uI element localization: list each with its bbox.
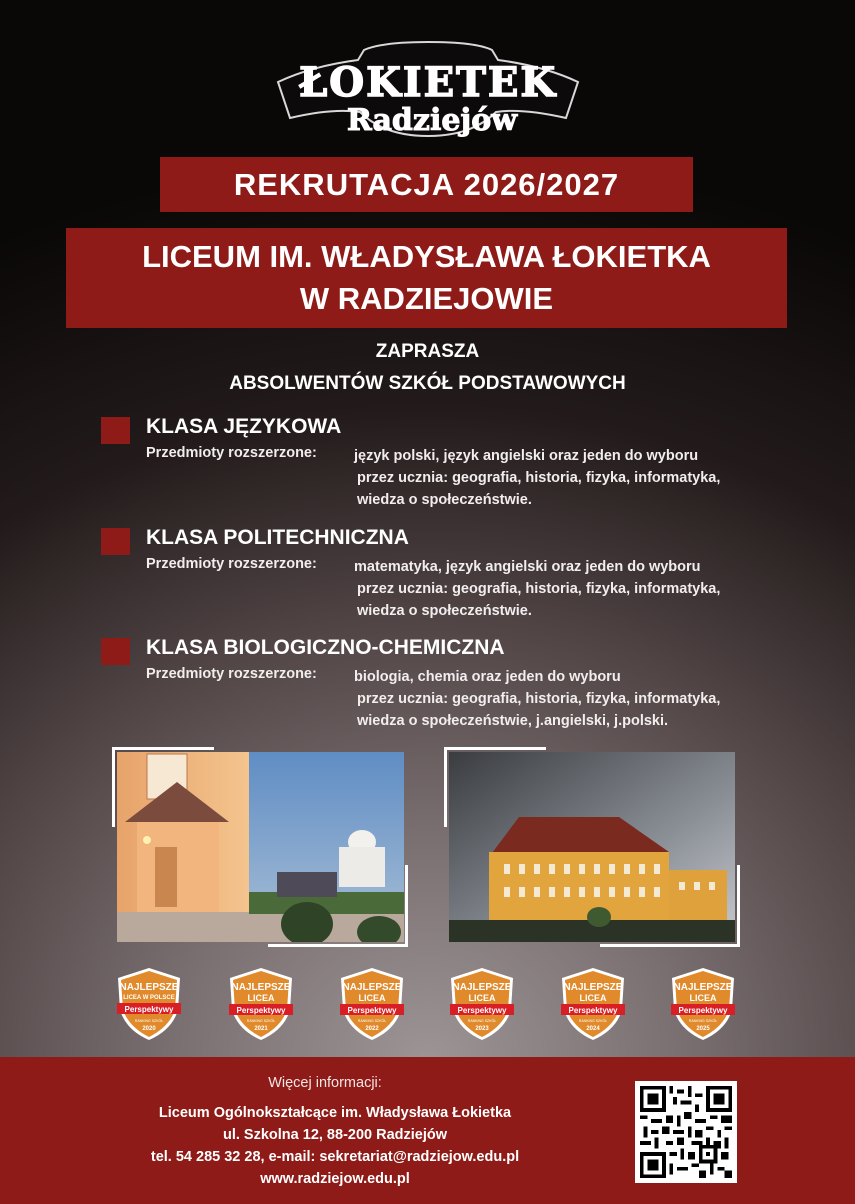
svg-text:2024: 2024 (586, 1026, 600, 1032)
svg-text:NAJLEPSZE: NAJLEPSZE (452, 982, 512, 993)
svg-text:LICEA: LICEA (579, 993, 607, 1003)
recruitment-banner (160, 157, 693, 212)
shield-badge-icon (556, 966, 630, 1042)
svg-text:RANKING SZKÓŁ: RANKING SZKÓŁ (688, 1019, 718, 1023)
svg-text:Perspektywy: Perspektywy (457, 1006, 507, 1015)
subjects-line: przez ucznia: geografia, historia, fizyka, informatyka, (357, 691, 721, 707)
subjects-line: matematyka, język angielski oraz jeden do wyboru (354, 559, 701, 575)
svg-text:LICEA W POLSCE: LICEA W POLSCE (123, 995, 175, 1001)
svg-text:LICEA: LICEA (689, 993, 717, 1003)
ranking-badges (0, 966, 855, 1046)
qr-code-icon[interactable] (635, 1081, 737, 1183)
svg-text:LICEA: LICEA (247, 993, 275, 1003)
subjects-line: przez ucznia: geografia, historia, fizyka, informatyka, (357, 470, 721, 486)
shield-badge-icon (335, 966, 409, 1042)
svg-text:RANKING SZKÓŁ: RANKING SZKÓŁ (578, 1019, 608, 1023)
logo-emblem-icon (272, 38, 584, 140)
subjects-label: Przedmioty rozszerzone: (146, 556, 317, 572)
ranking-badge (112, 966, 186, 1042)
footer-address: ul. Szkolna 12, 88-200 Radziejów (222, 1127, 448, 1143)
footer-school-name: Liceum Ogólnokształcące im. Władysława Łokietka (158, 1105, 512, 1121)
svg-text:2025: 2025 (696, 1026, 710, 1032)
subjects-line: język polski, język angielski oraz jeden do wyboru (354, 448, 699, 464)
ranking-badge (666, 966, 740, 1042)
subjects-list (354, 666, 814, 732)
school-name-line2: W RADZIEJOWIE (299, 281, 554, 316)
class-name: KLASA POLITECHNICZNA (146, 526, 409, 549)
svg-text:Perspektywy: Perspektywy (347, 1006, 397, 1015)
subjects-line: biologia, chemia oraz jeden do wyboru (354, 669, 621, 685)
svg-text:2023: 2023 (475, 1026, 489, 1032)
logo-subtitle: Radziejów (346, 103, 518, 138)
contact-footer (0, 1057, 855, 1204)
subjects-line: wiedza o społeczeństwie. (357, 492, 532, 508)
svg-text:NAJLEPSZE: NAJLEPSZE (673, 982, 733, 993)
shield-badge-icon (112, 966, 186, 1042)
school-entrance-photo (117, 752, 404, 942)
svg-text:2020: 2020 (142, 1026, 156, 1032)
ranking-badge (224, 966, 298, 1042)
svg-text:LICEA: LICEA (468, 993, 496, 1003)
svg-text:Perspektywy: Perspektywy (678, 1006, 728, 1015)
school-building-photo (449, 752, 735, 942)
svg-text:Perspektywy: Perspektywy (236, 1006, 286, 1015)
svg-text:RANKING SZKÓŁ: RANKING SZKÓŁ (357, 1019, 387, 1023)
svg-text:Perspektywy: Perspektywy (124, 1005, 174, 1014)
svg-text:RANKING SZKÓŁ: RANKING SZKÓŁ (246, 1019, 276, 1023)
svg-text:2022: 2022 (365, 1026, 379, 1032)
svg-text:2021: 2021 (254, 1026, 268, 1032)
class-name: KLASA BIOLOGICZNO-CHEMICZNA (146, 636, 505, 659)
invite-line2: ABSOLWENTÓW SZKÓŁ PODSTAWOWYCH (229, 373, 626, 394)
recruitment-title: REKRUTACJA 2026/2027 (233, 166, 620, 202)
logo-title: ŁOKIETEK (298, 59, 558, 106)
invite-line1: ZAPRASZA (375, 341, 480, 362)
subjects-list (354, 556, 814, 622)
svg-text:NAJLEPSZE: NAJLEPSZE (342, 982, 402, 993)
subjects-label: Przedmioty rozszerzone: (146, 445, 317, 461)
subjects-label: Przedmioty rozszerzone: (146, 666, 317, 682)
more-info-label: Więcej informacji: (268, 1075, 382, 1091)
svg-text:NAJLEPSZE: NAJLEPSZE (563, 982, 623, 993)
footer-contact: tel. 54 285 32 28, e-mail: sekretariat@radziejow.edu.pl (150, 1149, 520, 1165)
shield-badge-icon (224, 966, 298, 1042)
subjects-line: przez ucznia: geografia, historia, fizyka, informatyka, (357, 581, 721, 597)
square-bullet-icon (101, 417, 130, 444)
school-banner (66, 228, 787, 328)
shield-badge-icon (666, 966, 740, 1042)
class-language (101, 412, 821, 512)
svg-text:Perspektywy: Perspektywy (568, 1006, 618, 1015)
svg-text:NAJLEPSZE: NAJLEPSZE (119, 982, 179, 993)
school-name-line1: LICEUM IM. WŁADYSŁAWA ŁOKIETKA (142, 239, 711, 274)
subjects-list (354, 445, 814, 511)
square-bullet-icon (101, 528, 130, 555)
ranking-badge (556, 966, 630, 1042)
class-biochem (101, 633, 821, 733)
square-bullet-icon (101, 638, 130, 665)
footer-website-link[interactable]: www.radziejow.edu.pl (260, 1171, 410, 1187)
svg-text:RANKING SZKÓŁ: RANKING SZKÓŁ (467, 1019, 497, 1023)
class-polytechnic (101, 523, 821, 623)
ranking-badge (335, 966, 409, 1042)
contact-info (0, 1102, 670, 1190)
school-logo (272, 38, 584, 140)
subjects-line: wiedza o społeczeństwie, j.angielski, j.polski. (357, 713, 669, 729)
svg-text:RANKING SZKÓŁ: RANKING SZKÓŁ (134, 1019, 164, 1023)
ranking-badge (445, 966, 519, 1042)
svg-text:NAJLEPSZE: NAJLEPSZE (231, 982, 291, 993)
subjects-line: wiedza o społeczeństwie. (357, 603, 532, 619)
svg-text:LICEA: LICEA (358, 993, 386, 1003)
class-name: KLASA JĘZYKOWA (146, 415, 342, 438)
shield-badge-icon (445, 966, 519, 1042)
